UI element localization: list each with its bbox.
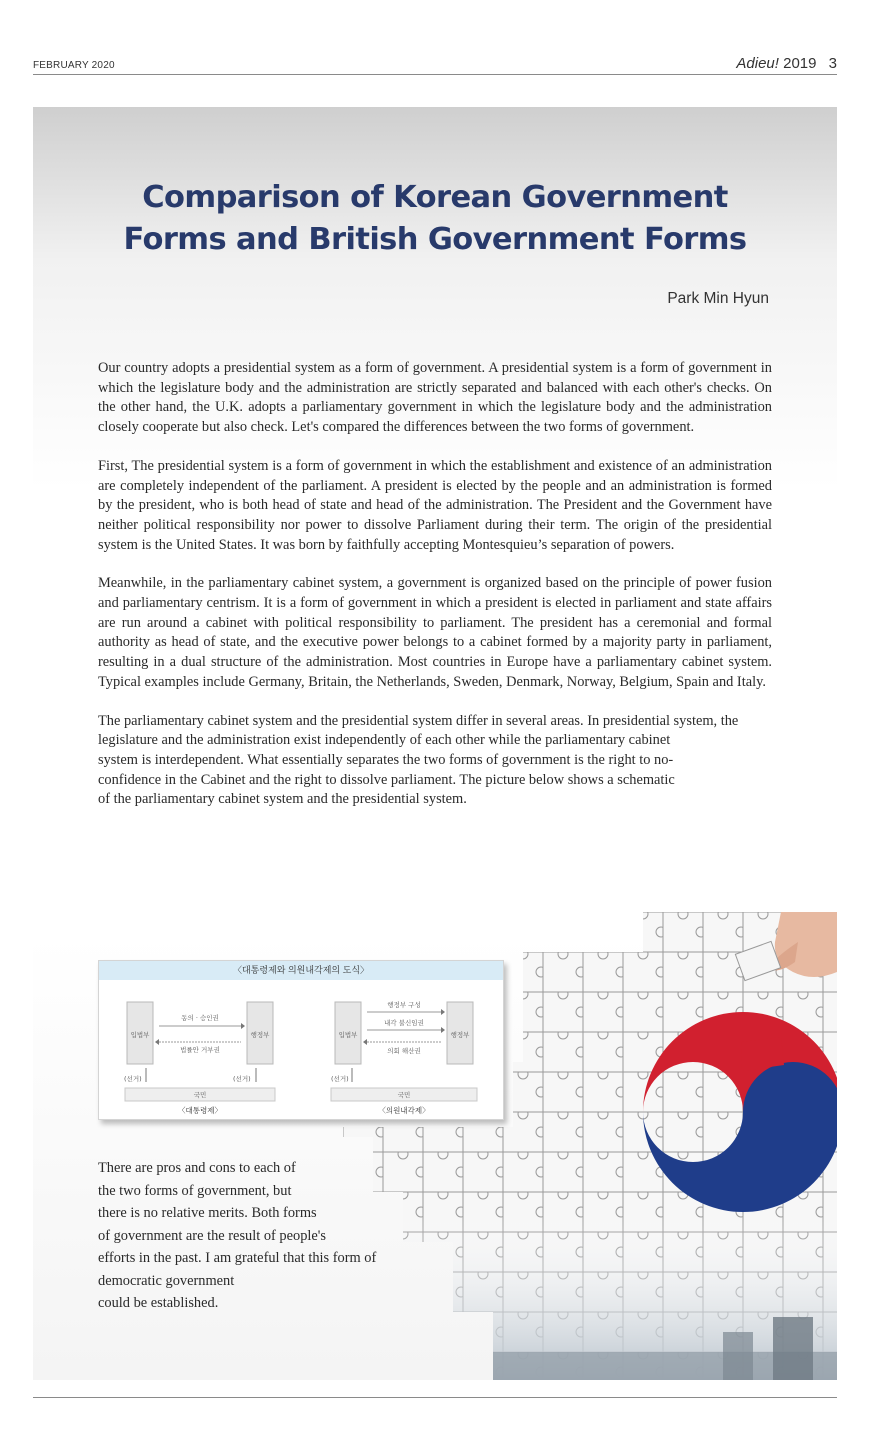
diagram-right-caption: 〈의원내각제〉 [378,1106,430,1115]
closing-line: the two forms of government, but [98,1182,292,1199]
paragraph: Meanwhile, in the parliamentary cabinet system, a government is organized based on the principle of power fusion and parliamentary centrism. It is a form of government in which a president is elected in parliament and state affairs are run around a cabinet with political responsibility to parliament. The president has a ceremonial and formal authority as head of state, and the executive power belongs to a cabinet formed by a majority party in parliament, resulting in a dual structure of the administration. Most countries in Europe have a parliamentary cabinet system. Typical examples include Germany, Britain, the Netherlands, Sweden, Denmark, Norway, Belgium, Spain and Italy. [98,575,772,690]
paragraph-last-line: The parliamentary cabinet system and the presidential system differ in several areas. In presidential system, the legislature and the administration exist independently of each other while the parliamentary cabinet [98,712,739,749]
government-schematic-diagram [98,960,504,1120]
footer-rule [33,1397,837,1398]
article-title [33,177,837,261]
closing-line: could be established. [98,1295,219,1311]
diagram-right-legislature: 입법부 [338,1031,358,1039]
diagram-left-caption: 〈대통령제〉 [178,1106,222,1115]
diagram-right-arrow-1: 행정부 구성 [387,1001,421,1009]
closing-line: there is no relative merits. Both forms [98,1205,317,1221]
diagram-left-vote-left: (선거) [124,1075,142,1083]
diagram-left-people: 국민 [193,1091,207,1099]
paragraph-last-line: confidence in the Cabinet and the right to dissolve parliament. The picture below shows a schematic [98,771,675,788]
article-panel [33,107,837,1380]
paragraph-last [98,712,772,811]
diagram-right-arrow-2: 내각 불신임권 [384,1019,424,1027]
closing-line: There are pros and cons to each of [98,1160,296,1176]
diagram-left-arrow-bottom: 법률안 거부권 [180,1046,220,1054]
diagram-right-arrow-3: 의회 해산권 [387,1047,421,1055]
diagram-left-executive: 행정부 [250,1031,270,1039]
diagram-left-legislature: 입법부 [130,1031,150,1039]
article-body [98,359,772,829]
title-line-2: Forms and British Government Forms [123,222,747,257]
diagram-title: 〈대통령제와 의원내각제의 도식〉 [99,961,503,980]
closing-line: of government are the result of people's [98,1227,326,1244]
paragraph-last-line: system is interdependent. What essentially separates the two forms of government is the right to no- [98,751,674,768]
title-line-1: Comparison of Korean Government [142,180,728,215]
paragraph: Our country adopts a presidential system as a form of government. A presidential system is a form of government in which the legislature body and the administration are strictly separated and balanced with each other's checks. On the other hand, the U.K. adopts a parliamentary government in which the legislature body and the administration closely cooperate but also check. Let's compared the differences between the two forms of government. [98,360,772,436]
magazine-brand [736,55,837,72]
diagram-figure [99,980,503,1119]
diagram-right-people: 국민 [397,1091,411,1099]
closing-line: democratic government [98,1272,235,1289]
closing-paragraph [98,1157,376,1315]
issue-date: FEBRUARY 2020 [33,60,115,71]
diagram-left-vote-right: (선거) [233,1075,251,1083]
magazine-name: Adieu! [736,55,779,72]
page-header [33,52,837,75]
diagram-right-vote: (선거) [331,1075,349,1083]
diagram-left-arrow-top: 동의 · 승인권 [181,1014,219,1022]
page-number: 3 [828,55,837,72]
paragraph: First, The presidential system is a form of government in which the establishment and existence of an administration are completely independent of the parliament. A president is elected by the people and an administration is formed by the president, who is both head of state and head of the administration. The President and the Government have neither political responsibility nor power to dissolve Parliament during their term. The origin of the presidential system is the United States. It was born by faithfully accepting Montesquieu’s separation of powers. [98,457,772,553]
article-author: Park Min Hyun [667,290,769,307]
magazine-year: 2019 [783,55,817,72]
paragraph-last-line: of the parliamentary cabinet system and the presidential system. [98,791,467,808]
diagram-right-executive: 행정부 [450,1031,470,1039]
closing-line: efforts in the past. I am grateful that this form of [98,1250,377,1266]
